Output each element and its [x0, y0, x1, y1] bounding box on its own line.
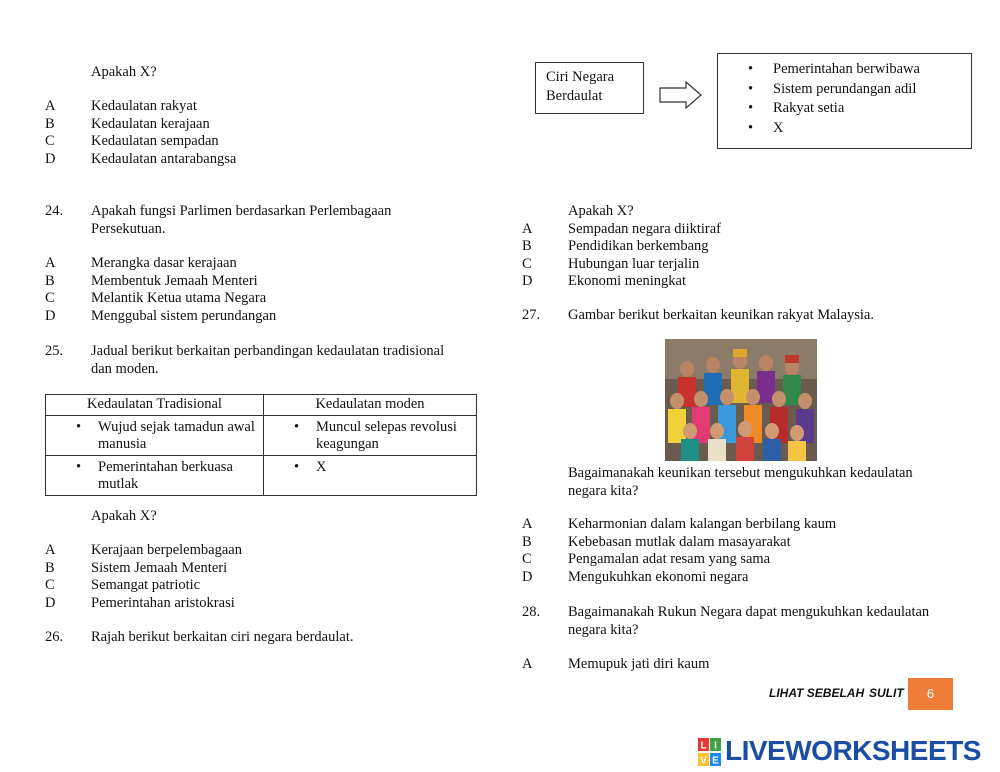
- svg-text:I: I: [714, 740, 717, 752]
- q25-question: Apakah X?: [91, 508, 157, 524]
- q26-stem-line1: Rajah berikut berkaitan ciri negara berdaulat.: [91, 629, 354, 645]
- table-header-modern: Kedaulatan moden: [264, 395, 477, 416]
- footer-secret: SULIT: [869, 686, 904, 700]
- q26-option-b[interactable]: B Pendidikan berkembang: [522, 238, 709, 254]
- q24-option-d[interactable]: D Menggubal sistem perundangan: [45, 307, 277, 324]
- comparison-table: [45, 394, 477, 496]
- q25-stem-line2: dan moden.: [91, 360, 159, 377]
- q23-option-b[interactable]: B Kedaulatan kerajaan: [45, 115, 210, 132]
- diagram-left-line2: Berdaulat: [546, 88, 603, 104]
- q27-number: 27.: [522, 307, 541, 323]
- q26-option-a[interactable]: A Sempadan negara diiktiraf: [522, 220, 721, 237]
- q25-number: 25.: [45, 343, 64, 359]
- q25-stem-line1: Jadual berikut berkaitan perbandingan kedaulatan tradisional: [91, 343, 445, 359]
- table-cell: • Muncul selepas revolusi keagungan: [264, 416, 477, 456]
- q27-option-a[interactable]: A Keharmonian dalam kalangan berbilang kaum: [522, 516, 837, 532]
- q23-option-c[interactable]: C Kedaulatan sempadan: [45, 133, 219, 149]
- svg-text:E: E: [712, 755, 719, 767]
- q26-number: 26.: [45, 629, 64, 645]
- liveworksheets-logo-icon: [698, 738, 722, 768]
- svg-text:V: V: [700, 755, 707, 767]
- q24-option-c[interactable]: C Melantik Ketua utama Negara: [45, 290, 267, 306]
- q28-option-a[interactable]: A Memupuk jati diri kaum: [522, 656, 710, 672]
- footer-next-page: LIHAT SEBELAH: [769, 686, 865, 700]
- q26-question: Apakah X?: [568, 203, 634, 219]
- diagram-left-line1: Ciri Negara: [546, 69, 615, 85]
- diagram-left-box: [535, 62, 644, 114]
- q24-number: 24.: [45, 203, 64, 219]
- q27-option-c[interactable]: C Pengamalan adat resam yang sama: [522, 551, 771, 567]
- q25-option-a[interactable]: A Kerajaan berpelembagaan: [45, 542, 242, 558]
- diagram-right-box: • Pemerintahan berwibawa • Sistem perundangan adil • Rakyat setia • X: [717, 53, 972, 149]
- q27-question-line2: negara kita?: [568, 482, 639, 499]
- q24-option-a[interactable]: A Merangka dasar kerajaan: [45, 255, 237, 271]
- table-row: [46, 416, 477, 456]
- q27-question-line1: Bagaimanakah keunikan tersebut mengukuhkan kedaulatan: [568, 465, 913, 481]
- q28-stem-line2: negara kita?: [568, 621, 639, 638]
- q25-option-c[interactable]: C Semangat patriotic: [45, 577, 201, 593]
- q23-option-a[interactable]: A Kedaulatan rakyat: [45, 98, 197, 114]
- q25-option-b[interactable]: B Sistem Jemaah Menteri: [45, 559, 228, 576]
- q27-stem-line1: Gambar berikut berkaitan keunikan rakyat Malaysia.: [568, 307, 874, 323]
- malaysian-people-photo: [665, 339, 817, 461]
- q27-option-b[interactable]: B Kebebasan mutlak dalam masayarakat: [522, 533, 791, 550]
- page-number: 6: [908, 678, 953, 710]
- table-cell: • X: [264, 456, 477, 496]
- q25-option-d[interactable]: D Pemerintahan aristokrasi: [45, 594, 235, 611]
- q24-option-b[interactable]: B Membentuk Jemaah Menteri: [45, 272, 258, 289]
- q28-stem-line1: Bagaimanakah Rukun Negara dapat mengukuhkan kedaulatan: [568, 604, 930, 620]
- q24-stem-line1: Apakah fungsi Parlimen berdasarkan Perlembagaan: [91, 203, 392, 219]
- q23-question: Apakah X?: [91, 64, 157, 80]
- q27-option-d[interactable]: D Mengukuhkan ekonomi negara: [522, 568, 749, 585]
- table-header-traditional: Kedaulatan Tradisional: [46, 395, 264, 416]
- q28-number: 28.: [522, 604, 541, 620]
- svg-text:L: L: [700, 740, 707, 752]
- table-row: [46, 456, 477, 496]
- q26-option-d[interactable]: D Ekonomi meningkat: [522, 273, 686, 289]
- q24-stem-line2: Persekutuan.: [91, 220, 166, 237]
- table-cell: • Wujud sejak tamadun awal manusia: [46, 416, 264, 456]
- table-cell: • Pemerintahan berkuasa mutlak: [46, 456, 264, 496]
- arrow-right-icon: [659, 81, 703, 109]
- q26-option-c[interactable]: C Hubungan luar terjalin: [522, 255, 700, 272]
- q23-option-d[interactable]: D Kedaulatan antarabangsa: [45, 150, 237, 167]
- liveworksheets-wordmark[interactable]: LIVEWORKSHEETS: [725, 735, 981, 766]
